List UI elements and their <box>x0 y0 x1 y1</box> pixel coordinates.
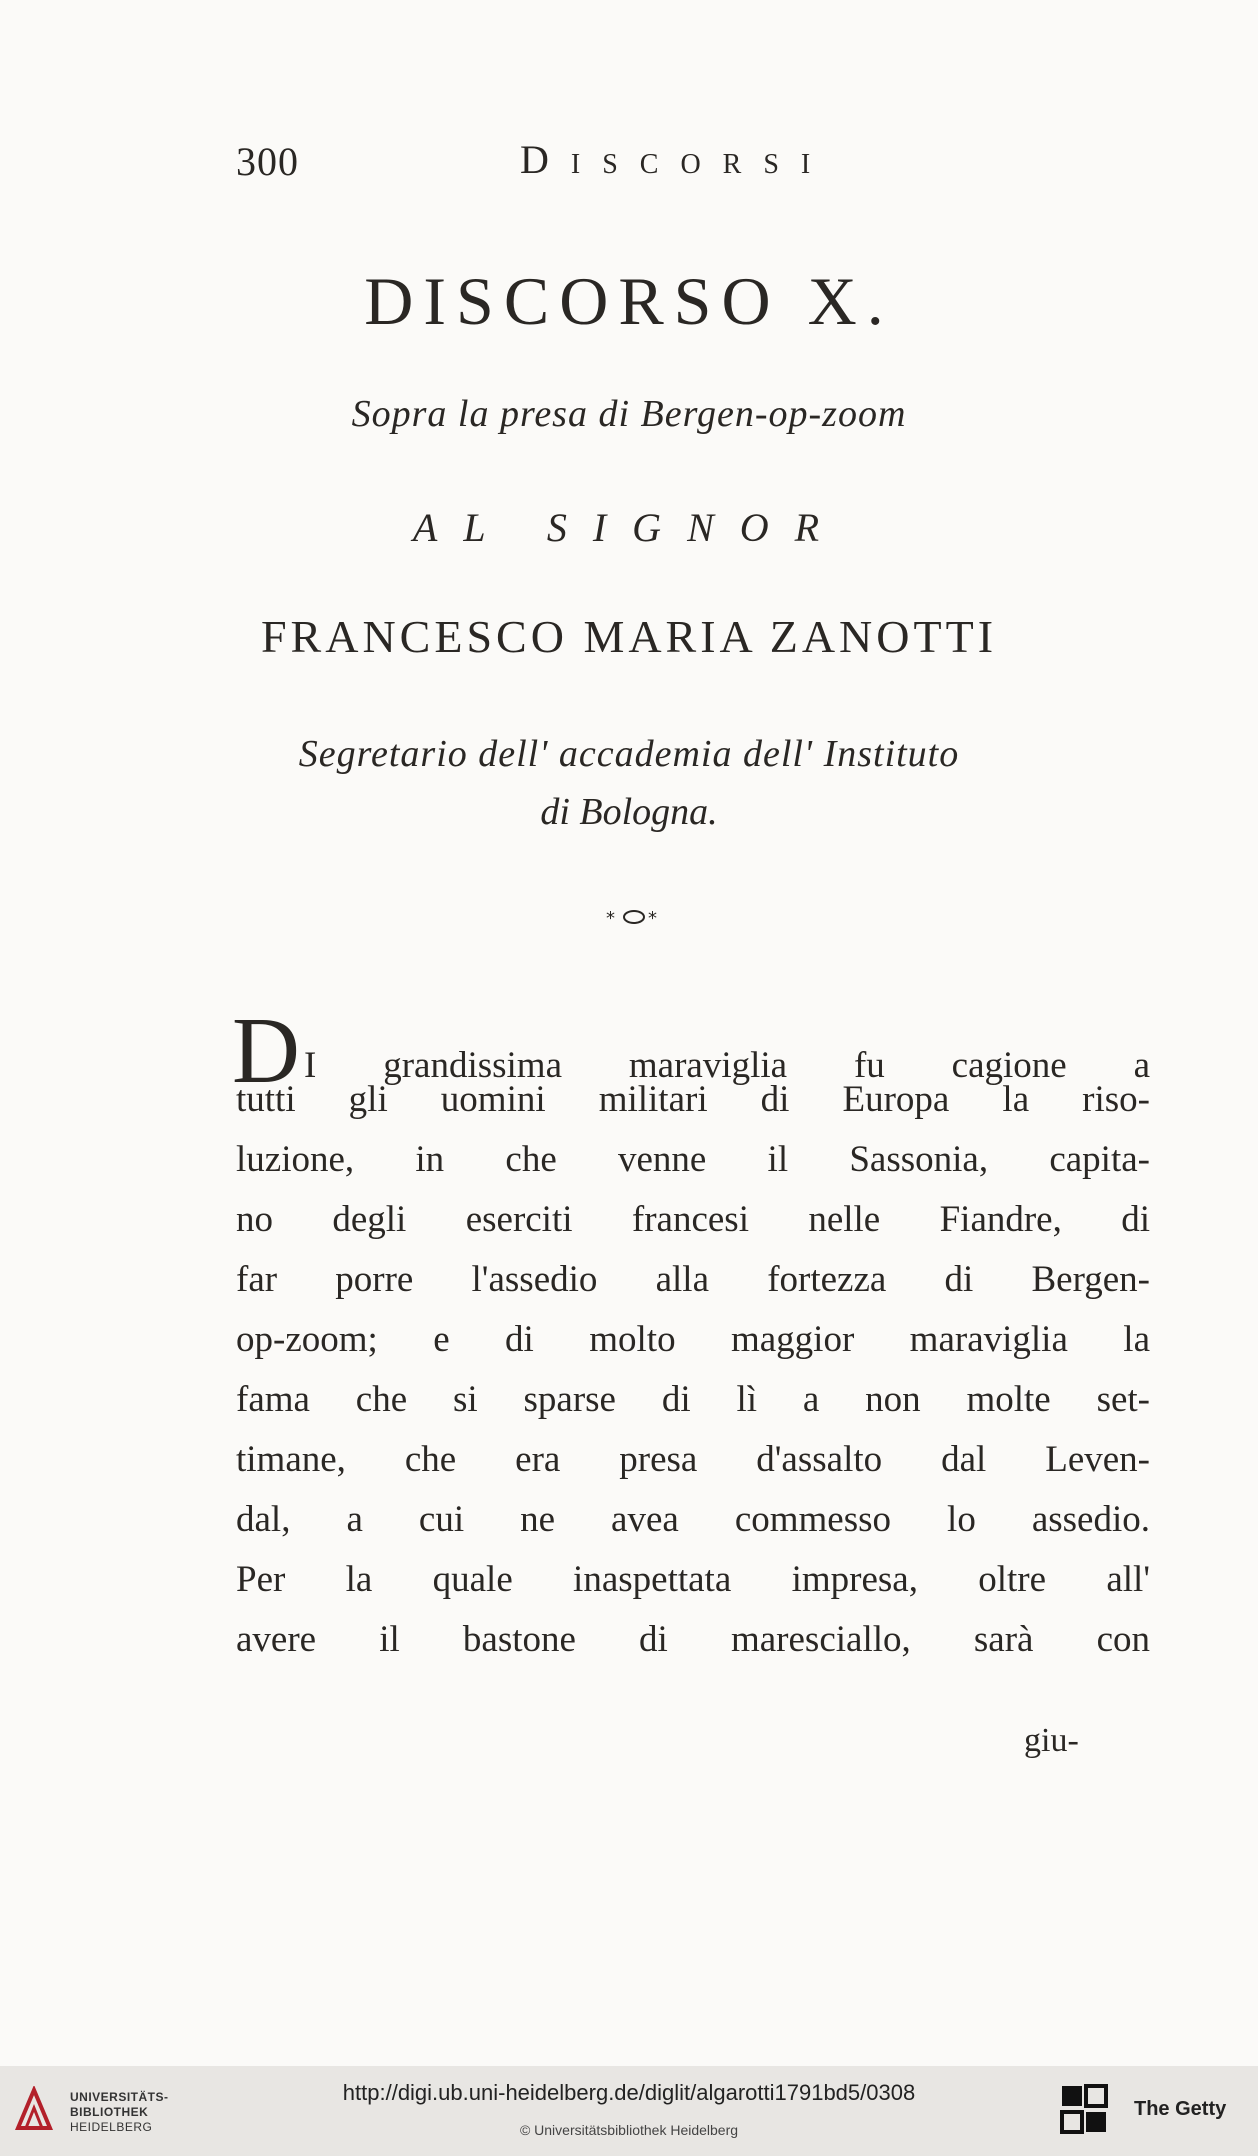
chapter-subtitle: Sopra la presa di Bergen-op-zoom <box>351 393 907 435</box>
text-line: dal, a cui ne avea commesso lo assedio. <box>236 1499 1150 1540</box>
library-name-line-1: UNIVERSITÄTS- <box>70 2090 169 2104</box>
text-line: no degli eserciti francesi nelle Fiandre, di <box>236 1199 1150 1240</box>
dedication-line: AL SIGNOR <box>412 505 846 550</box>
text-line: far porre l'assedio alla fortezza di Bergen- <box>236 1259 1150 1300</box>
text-line: tutti gli uomini militari di Europa la riso- <box>236 1079 1150 1120</box>
page-number: 300 <box>236 139 299 184</box>
drop-cap: D <box>232 999 300 1103</box>
text-line: fama che si sparse di lì a non molte set- <box>236 1379 1150 1420</box>
svg-text:*: * <box>606 908 615 929</box>
library-name-line-2: BIBLIOTHEK <box>70 2105 149 2119</box>
text-line: op-zoom; e di molto maggior maraviglia la <box>236 1319 1150 1360</box>
text-line: luzione, in che venne il Sassonia, capita- <box>236 1139 1150 1180</box>
catchword: giu- <box>1024 1722 1079 1759</box>
text-line: timane, che era presa d'assalto dal Leven- <box>236 1439 1150 1480</box>
addressee-office-line-1: Segretario dell' accademia dell' Instituto <box>298 733 960 775</box>
viewer-footer <box>0 2066 1258 2156</box>
addressee-name: FRANCESCO MARIA ZANOTTI <box>260 611 998 662</box>
svg-text:*: * <box>648 908 657 929</box>
text-line: Per la quale inaspettata impresa, oltre all' <box>236 1559 1150 1600</box>
body-text <box>236 1010 1150 1670</box>
addressee-office-line-2: di Bologna. <box>540 791 718 833</box>
running-head: Discorsi <box>520 137 833 182</box>
library-name-line-3: HEIDELBERG <box>70 2120 153 2134</box>
text-line-first: I grandissima maraviglia fu cagione a <box>304 1045 1150 1086</box>
ornament-icon <box>604 902 664 934</box>
chapter-title: DISCORSO X. <box>364 263 894 339</box>
text-line: avere il bastone di maresciallo, sarà con <box>236 1619 1150 1660</box>
permalink-url[interactable]: http://digi.ub.uni-heidelberg.de/diglit/algarotti1791bd5/0308 <box>342 2080 916 2105</box>
partner-name[interactable]: The Getty <box>1134 2098 1227 2120</box>
copyright-notice: © Universitätsbibliothek Heidelberg <box>519 2122 739 2138</box>
getty-logo-icon[interactable] <box>1060 2084 1108 2134</box>
